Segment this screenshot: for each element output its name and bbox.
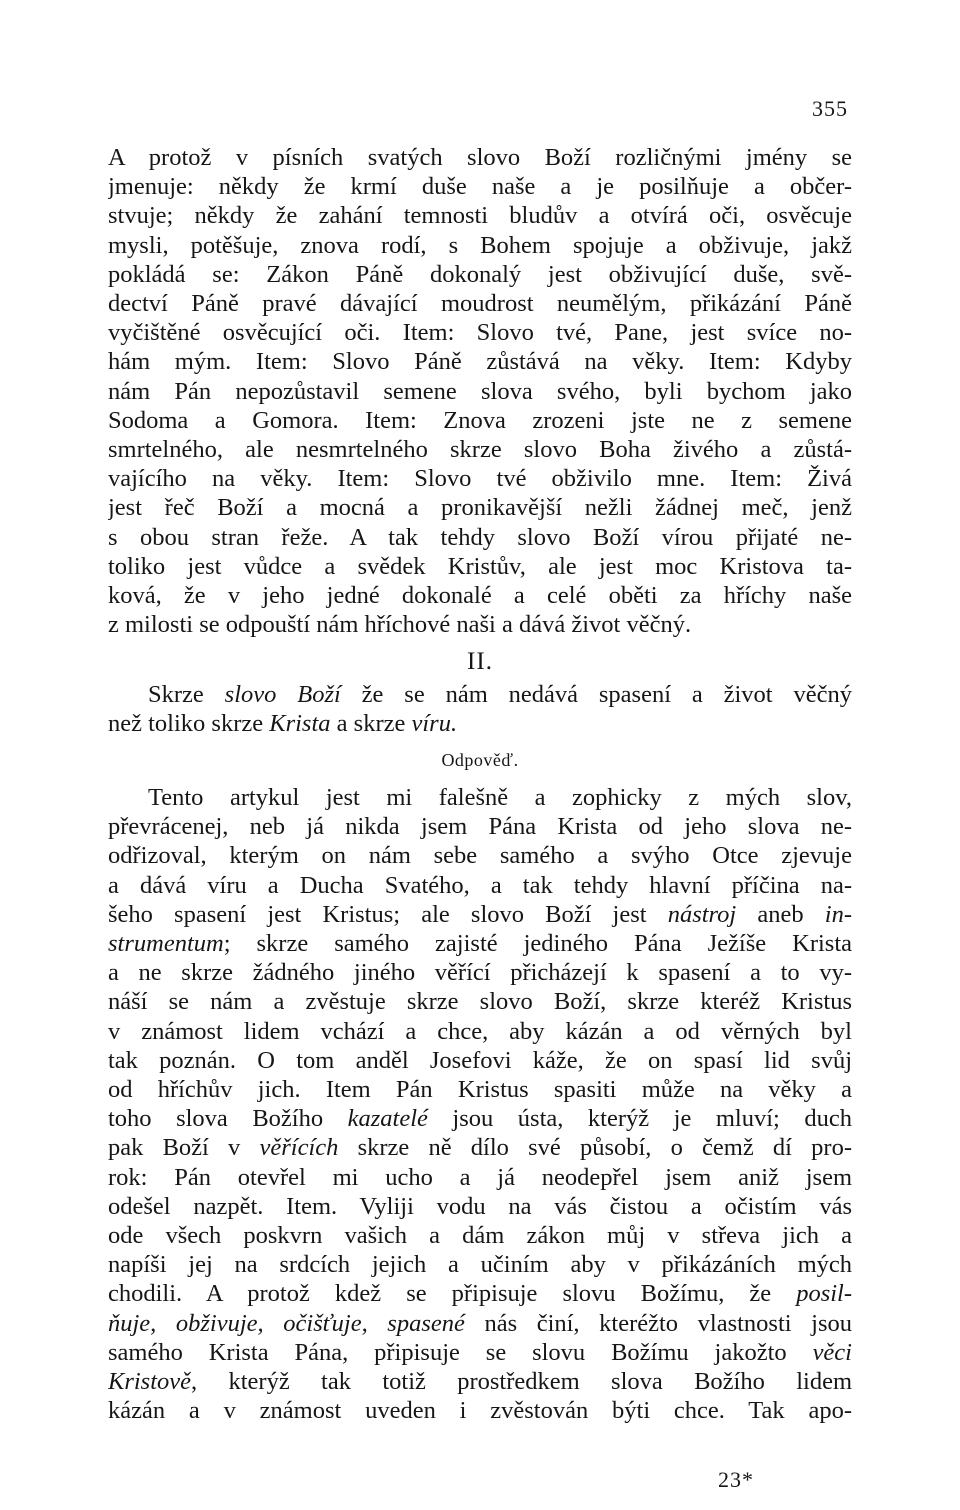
thesis-text: než toliko skrze	[108, 710, 270, 738]
text-line: Sodoma a Gomora. Item: Znova zrozeni jste ne z semene	[108, 406, 852, 434]
section-number: II.	[467, 648, 493, 675]
text-line: s obou stran řeže. A tak tehdy slovo Boží vírou přijaté ne-	[108, 523, 852, 551]
text-line: smrtelného, ale nesmrtelného skrze slovo Boha živého a zůstá-	[108, 436, 852, 464]
text-line: A protož v písních svatých slovo Boží rozličnými jmény se	[108, 144, 852, 171]
text-line: vyčištěné osvěcující oči. Item: Slovo tvé, Pane, jest svíce no-	[108, 319, 852, 347]
text-line: nám Pán nepozůstavil semene slova svého, byli bychom jako	[108, 377, 852, 405]
text-line: kázán a v známost uveden i zvěstován býti chce. Tak apo-	[108, 1397, 852, 1425]
text-run: nás činí, kteréžto vlastnosti jsou	[464, 1309, 852, 1337]
text-line: tak poznán. O tom anděl Josefovi káže, že on spasí lid svůj	[108, 1046, 852, 1074]
text-line	[108, 929, 852, 958]
text-line: dectví Páně pravé dávající moudrost neumělým, přikázání Páně	[108, 290, 852, 318]
paragraph-answer	[108, 783, 852, 1425]
text-line: náší se nám a zvěstuje skrze slovo Boží, skrze kteréž Kristus	[108, 988, 852, 1016]
text-run: aneb	[736, 900, 825, 928]
italic-term: in-	[824, 900, 852, 928]
section-thesis	[108, 680, 852, 738]
text-line: toliko jest vůdce a svědek Kristův, ale jest moc Kristova ta-	[108, 552, 852, 580]
text-line: Tento artykul jest mi falešně a zophicky z mých slov,	[148, 784, 852, 811]
italic-term: nástroj	[667, 900, 737, 928]
text-line	[108, 1133, 852, 1162]
text-line: jmenuje: někdy že krmí duše naše a je posilňuje a občer-	[108, 173, 852, 201]
text-line: převrácenej, neb já nikda jsem Pána Krista od jeho slova ne-	[108, 813, 852, 841]
text-run: ; skrze samého zajisté jediného Pána Ježíše Krista	[223, 930, 852, 958]
text-line: ode všech poskvrn vašich a dám zákon můj v střeva jich a	[108, 1222, 852, 1250]
text-line	[108, 900, 852, 929]
text-line: a ne skrze žádného jiného věřící přicházejí k spasení a to vy-	[108, 959, 852, 987]
text-run: toho slova Božího	[108, 1105, 348, 1133]
text-line	[108, 1104, 852, 1133]
text-line: rok: Pán otevřel mi ucho a já neodepřel jsem aniž jsem	[108, 1163, 852, 1191]
text-line: v známost lidem vchází a chce, aby kázán a od věrných byl	[108, 1017, 852, 1045]
text-line: ková, že v jeho jedné dokonalé a celé oběti za hříchy naše	[108, 582, 852, 610]
thesis-text: že se nám nedává spasení a život věčný	[340, 681, 852, 708]
thesis-line	[108, 680, 852, 709]
paragraph-psalms-word-of-god	[108, 143, 852, 639]
italic-term: strumentum	[108, 930, 224, 958]
text-line: od hříchův jich. Item Pán Kristus spasiti může na věky a	[108, 1076, 852, 1104]
thesis-line	[108, 709, 852, 738]
text-line: napíši jej na srdcích jejich a učiním aby v přikázáních mých	[108, 1251, 852, 1279]
answer-heading: Odpověď.	[441, 750, 519, 770]
text-run: samého Krista Pána, připisuje se slovu Božímu jakožto	[108, 1338, 813, 1366]
thesis-text: Skrze	[148, 681, 225, 708]
text-line	[108, 1309, 852, 1338]
text-line: stvuje; někdy že zahání temnosti bludův a otvírá oči, osvěcuje	[108, 202, 852, 230]
text-line: a dává víru a Ducha Svatého, a tak tehdy hlavní příčina na-	[108, 871, 852, 899]
text-line	[108, 1338, 852, 1367]
thesis-emphasis: slovo Boží	[224, 681, 341, 708]
italic-term: ňuje, obživuje, očišťuje, spasené	[108, 1309, 465, 1337]
text-run: chodili. A protož kdež se připisuje slovu Božímu, že	[108, 1280, 797, 1308]
page-number: 355	[812, 96, 848, 121]
text-run: skrze ně dílo své působí, o čemž dí pro-	[338, 1134, 852, 1162]
thesis-emphasis: víru.	[411, 710, 458, 738]
italic-term: Kristově	[108, 1368, 192, 1396]
text-line: z milosti se odpouští nám hříchové naši a dává život věčný.	[108, 611, 692, 639]
text-line: hám mým. Item: Slovo Páně zůstává na věky. Item: Kdyby	[108, 348, 852, 376]
printer-signature-mark: 23*	[718, 1467, 754, 1492]
text-line: odřizoval, kterým on nám sebe samého a svýho Otce zjevuje	[108, 842, 852, 870]
italic-term: věřících	[259, 1134, 339, 1162]
text-line: vajícího na věky. Item: Slovo tvé obživilo mne. Item: Živá	[108, 465, 852, 493]
italic-term: kazatelé	[347, 1105, 428, 1133]
italic-term: posil-	[796, 1280, 852, 1308]
thesis-emphasis: Krista	[269, 710, 331, 738]
text-line	[108, 1279, 852, 1308]
text-run: jsou ústa, kterýž je mluví; duch	[427, 1105, 852, 1133]
text-line	[108, 1367, 852, 1396]
text-line: odešel nazpět. Item. Vyliji vodu na vás čistou a očistím vás	[108, 1192, 852, 1220]
text-line: mysli, potěšuje, znova rodí, s Bohem spojuje a obživuje, jakž	[108, 231, 852, 259]
text-run: pak Boží v	[108, 1134, 260, 1162]
text-line: jest řeč Boží a mocná a pronikavější nežli žádnej meč, jenž	[108, 494, 852, 522]
thesis-text: a skrze	[330, 710, 412, 738]
text-line: pokládá se: Zákon Páně dokonalý jest obživující duše, svě-	[108, 260, 852, 288]
italic-term: věci	[812, 1338, 852, 1366]
text-run: šeho spasení jest Kristus; ale slovo Boží jest	[108, 900, 668, 928]
text-run: , kterýž tak totiž prostředkem slova Božího lidem	[191, 1368, 852, 1396]
